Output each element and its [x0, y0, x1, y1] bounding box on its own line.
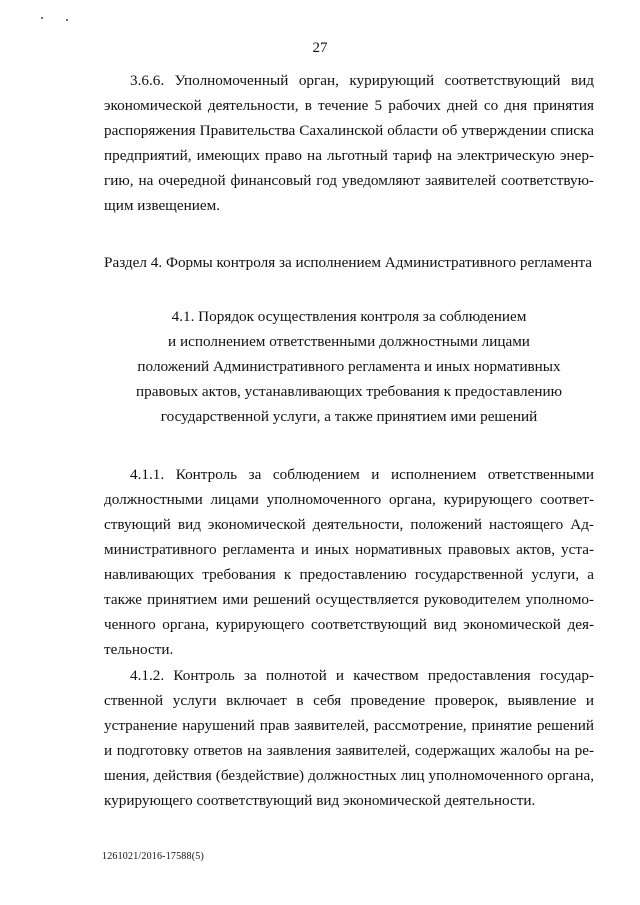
title-line: и исполнением ответственными должностными лицами: [168, 333, 530, 350]
paragraph-line: экономической деятельности, в течение 5 рабочих дней со дня принятия: [104, 97, 594, 114]
paragraph-line: министративного регламента и иных нормативных правовых актов, уста-: [104, 541, 594, 558]
paragraph-line: ченного органа, курирующего соответствующий вид экономической дея-: [104, 616, 594, 633]
paragraph-4-1-1: [104, 462, 594, 662]
title-line: государственной услуги, а также принятием ими решений: [160, 408, 538, 425]
paragraph-line: гию, на очередной финансовый год уведомляют заявителей соответствую-: [104, 172, 594, 189]
paragraph-line: 4.1.1. Контроль за соблюдением и исполнением ответственными: [130, 466, 594, 483]
paragraph-line: распоряжения Правительства Сахалинской области об утверждении списка: [104, 122, 594, 139]
subsection-4-1-title: [104, 304, 594, 429]
section-4-heading: Раздел 4. Формы контроля за исполнением Административного регламента: [104, 254, 593, 271]
document-code: 1261021/2016-17588(5): [102, 851, 204, 862]
title-line: правовых актов, устанавливающих требования к предоставлению: [136, 383, 562, 400]
paragraph-line: 3.6.6. Уполномоченный орган, курирующий соответствующий вид: [130, 72, 594, 89]
paragraph-line: навливающих требования к предоставлению государственной услуги, а: [104, 566, 594, 583]
paragraph-line: должностными лицами уполномоченного органа, курирующего соответ-: [104, 491, 594, 508]
scan-speck: [66, 19, 68, 21]
paragraph-line: шения, действия (бездействие) должностных лиц уполномоченного органа,: [104, 767, 594, 784]
paragraph-4-1-2: [104, 663, 594, 813]
paragraph-line: и подготовку ответов на заявления заявителей, содержащих жалобы на ре-: [104, 742, 594, 759]
scan-speck: [41, 17, 43, 19]
paragraph-3-6-6: [104, 68, 594, 218]
paragraph-line: предприятий, имеющих право на льготный тариф на электрическую энер-: [104, 147, 594, 164]
paragraph-line: ственной услуги включает в себя проведение проверок, выявление и: [104, 692, 594, 709]
paragraph-line: тельности.: [104, 641, 174, 658]
paragraph-line: курирующего соответствующий вид экономической деятельности.: [104, 792, 536, 809]
paragraph-line: 4.1.2. Контроль за полнотой и качеством предоставления государ-: [130, 667, 594, 684]
paragraph-line: ствующий вид экономической деятельности, положений настоящего Ад-: [104, 516, 594, 533]
page-number: 27: [312, 40, 328, 56]
title-line: положений Административного регламента и иных нормативных: [137, 358, 561, 375]
paragraph-line: также принятием ими решений осуществляется руководителем уполномо-: [104, 591, 594, 608]
paragraph-line: устранение нарушений прав заявителей, рассмотрение, принятие решений: [104, 717, 594, 734]
title-line: 4.1. Порядок осуществления контроля за соблюдением: [171, 308, 527, 325]
paragraph-line: щим извещением.: [104, 197, 221, 214]
